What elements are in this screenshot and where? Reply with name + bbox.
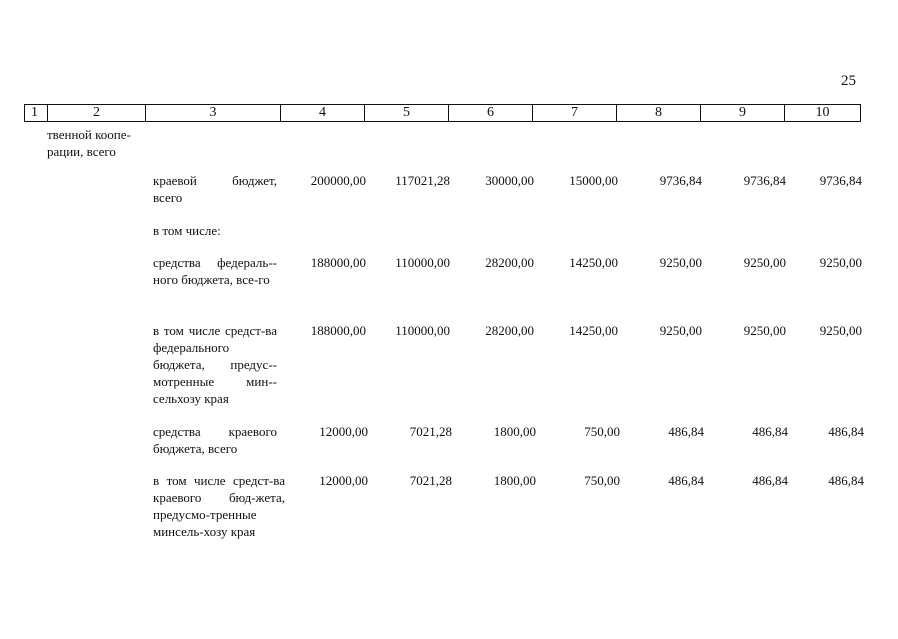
- value-col9: 486,84: [752, 424, 788, 439]
- row-label: средства федераль-ного бюджета, все-го: [153, 255, 277, 287]
- column-number-9: 9: [701, 105, 785, 122]
- column-number-2: 2: [48, 105, 146, 122]
- value-col7: 15000,00: [569, 173, 618, 188]
- value-col8: 486,84: [668, 424, 704, 439]
- value-col6: 1800,00: [493, 473, 536, 488]
- row-label: в том числе средст-ва краевого бюд-жета, предусмо-тренные минсель-хозу края: [153, 473, 285, 539]
- column-number-3: 3: [146, 105, 281, 122]
- page-number: 25: [841, 73, 856, 89]
- value-col5: 110000,00: [395, 255, 450, 270]
- value-col6: 28200,00: [485, 323, 534, 338]
- row-label: средства краевого бюджета, всего: [153, 424, 277, 456]
- row-label: краевой бюджет, всего: [153, 173, 277, 205]
- value-col4: 188000,00: [310, 255, 366, 270]
- column-number-1: 1: [25, 105, 48, 122]
- value-col5: 7021,28: [409, 424, 452, 439]
- value-col10: 9736,84: [819, 173, 862, 188]
- value-col9: 9250,00: [743, 323, 786, 338]
- value-col9: 9736,84: [743, 173, 786, 188]
- column-number-8: 8: [617, 105, 701, 122]
- value-col4: 200000,00: [310, 173, 366, 188]
- value-col4: 188000,00: [310, 323, 366, 338]
- column-number-4: 4: [281, 105, 365, 122]
- column-number-7: 7: [533, 105, 617, 122]
- value-col5: 110000,00: [395, 323, 450, 338]
- value-col7: 750,00: [584, 424, 620, 439]
- value-col8: 9250,00: [659, 255, 702, 270]
- column-number-6: 6: [449, 105, 533, 122]
- row-label: в том числе:: [153, 223, 221, 238]
- value-col7: 14250,00: [569, 255, 618, 270]
- column-number-10: 10: [785, 105, 861, 122]
- value-col10: 9250,00: [819, 255, 862, 270]
- value-col7: 14250,00: [569, 323, 618, 338]
- column-2-text: твенной коопе- рации, всего: [47, 127, 131, 159]
- value-col7: 750,00: [584, 473, 620, 488]
- value-col6: 1800,00: [493, 424, 536, 439]
- value-col5: 117021,28: [395, 173, 450, 188]
- column-number-5: 5: [365, 105, 449, 122]
- value-col4: 12000,00: [319, 424, 368, 439]
- value-col10: 486,84: [828, 473, 864, 488]
- value-col6: 30000,00: [485, 173, 534, 188]
- value-col10: 9250,00: [819, 323, 862, 338]
- value-col9: 9250,00: [743, 255, 786, 270]
- value-col9: 486,84: [752, 473, 788, 488]
- row-label: в том числе средст-ва федерального бюджета, предус-мотренные мин-сельхозу края: [153, 323, 277, 406]
- column-header-row: [24, 104, 861, 122]
- value-col8: 486,84: [668, 473, 704, 488]
- value-col5: 7021,28: [409, 473, 452, 488]
- value-col8: 9250,00: [659, 323, 702, 338]
- value-col10: 486,84: [828, 424, 864, 439]
- value-col6: 28200,00: [485, 255, 534, 270]
- value-col8: 9736,84: [659, 173, 702, 188]
- value-col4: 12000,00: [319, 473, 368, 488]
